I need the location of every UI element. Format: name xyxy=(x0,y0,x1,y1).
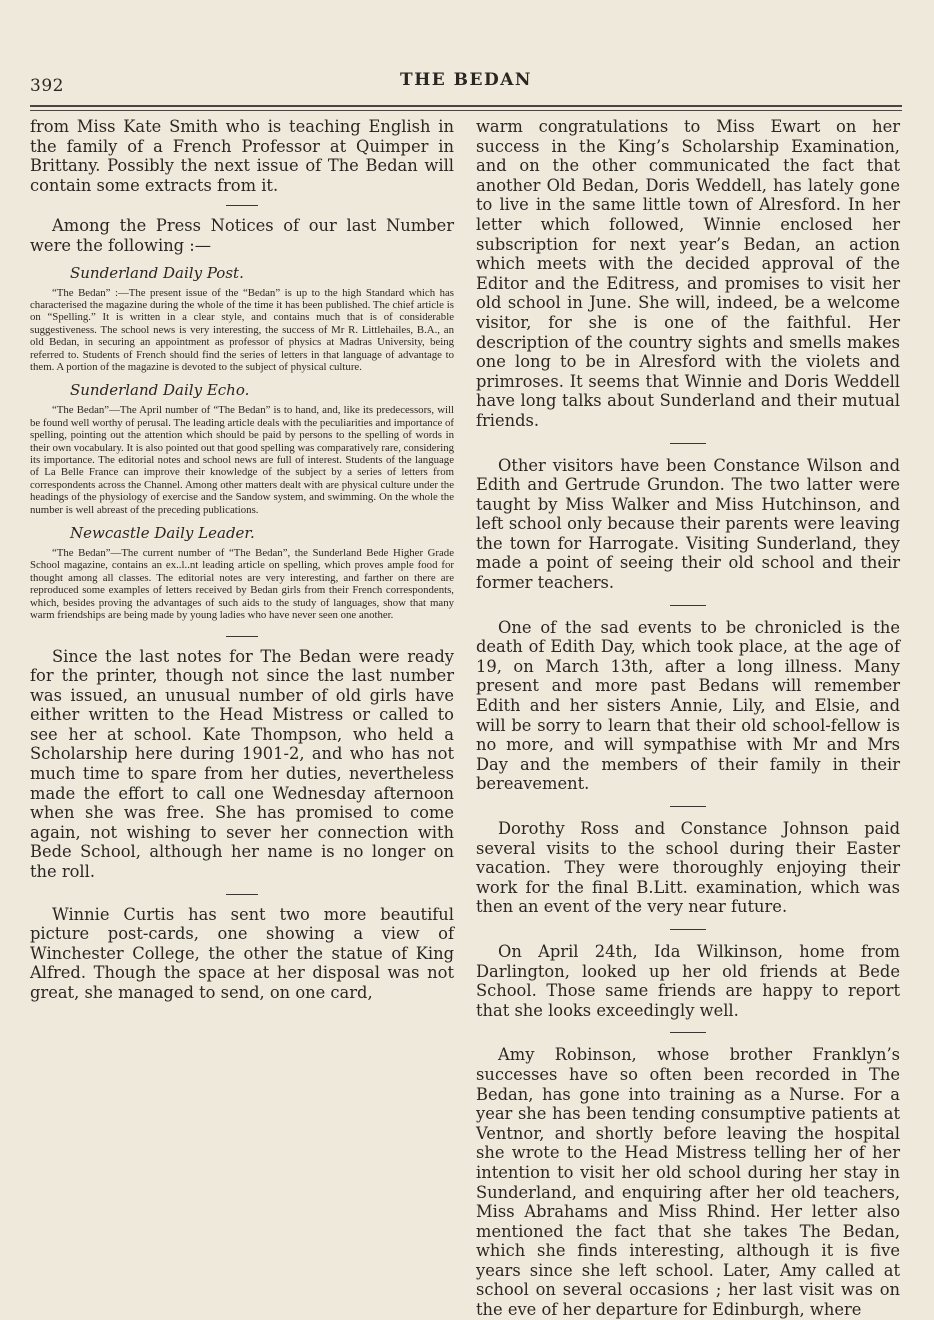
page-title: THE BEDAN xyxy=(400,70,532,90)
separator xyxy=(670,443,706,444)
paragraph: One of the sad events to be chronicled is the death of Edith Day, which took place, at the age of 19, on March 13th, after a long illness. Many present and more past Bedans will remember Edith and her sisters Annie, Lily, and Elsie, and will be sorry to learn that their old school-fellow is no more, and will sympathise with Mr and Mrs Day and the members of their family in their bereavement. xyxy=(476,617,900,794)
header-rule xyxy=(30,105,902,107)
paragraph: Dorothy Ross and Constance Johnson paid several visits to the school during their Easter vacation. They were thoroughly enjoying their work for the final B.Litt. examination, which was then an event of the very near future. xyxy=(476,819,900,917)
press-source: Newcastle Daily Leader. xyxy=(70,524,255,543)
paragraph: Other visitors have been Constance Wilson and Edith and Gertrude Grundon. The two latter were taught by Miss Walker and Miss Hutchinson, and left school only because their parents were leaving the town for Harrogate. Visiting Sunderland, they made a point of seeing their old school and their former teachers. xyxy=(476,455,900,593)
paragraph: Among the Press Notices of our last Number were the following :— xyxy=(30,216,454,255)
separator xyxy=(226,636,258,637)
paragraph: Since the last notes for The Bedan were ready for the printer, though not since the last number was issued, an unusual number of old girls have either written to the Head Mistress or called to see her at school. Kate Thompson, who held a Scholarship here during 1901-2, and who has not much time to spare from her duties, nevertheless made the effort to call one Wednesday afternoon when she was free. She has promised to come again, not wishing to sever her connection with Bede School, although her name is no longer on the roll. xyxy=(30,646,454,882)
paragraph: Winnie Curtis has sent two more beautiful picture post-cards, one showing a view of Winchester College, the other the statue of King Alfred. Though the space at her disposal was not great, she managed to send, on one card, xyxy=(30,904,454,1002)
left-column xyxy=(30,117,454,1003)
page-number: 392 xyxy=(30,76,64,96)
separator xyxy=(670,605,706,606)
separator xyxy=(670,806,706,807)
separator xyxy=(226,205,258,206)
press-source: Sunderland Daily Echo. xyxy=(70,381,250,400)
paragraph: Amy Robinson, whose brother Franklyn’s successes have so often been recorded in The Bedan, has gone into training as a Nurse. For a year she has been tending consumptive patients at Ventnor, and shortly before leaving the hospital she wrote to the Head Mistress telling her of her intention to visit her old school during her stay in Sunderland, and enquiring after her old teachers, Miss Abrahams and Miss Rhind. Her letter also mentioned the fact that she takes The Bedan, which she finds interesting, although it is five years since she left school. Later, Amy called at school on several occasions ; her last visit was on the eve of her departure for Edinburgh, where xyxy=(476,1045,900,1320)
separator xyxy=(670,1032,706,1033)
paragraph: On April 24th, Ida Wilkinson, home from Darlington, looked up her old friends at Bede School. Those same friends are happy to report that she looks exceedingly well. xyxy=(476,941,900,1020)
paragraph: warm congratulations to Miss Ewart on her success in the King’s Scholarship Examination, and on the other communicated the fact that another Old Bedan, Doris Weddell, has lately gone to live in the same little town of Alresford. In her letter which followed, Winnie enclosed her subscription for next year’s Bedan, an action which meets with the decided approval of the Editor and the Editress, and promises to visit her old school in June. She will, indeed, be a welcome visitor, for she is one of the faithful. Her description of the country sights and smells makes one long to be in Alresford with the violets and primroses. It seems that Winnie and Doris Weddell have long talks about Sunderland and their mutual friends. xyxy=(476,117,900,430)
press-source: Sunderland Daily Post. xyxy=(70,263,244,282)
header-rule-thin xyxy=(30,110,902,111)
press-notice: “The Bedan”—The current number of “The Bedan”, the Sunderland Bede Higher Grade School magazine, contains an ex..l..nt leading article on spelling, which proves ample food for thought among all classes. The editorial notes are very interesting, and farther on there are reproduced some examples of letters received by Bedan girls from their French correspondents, which, besides proving the advantages of such aids to the study of languages, show that many warm friendships are being made by young ladies who have never seen one another. xyxy=(30,547,454,622)
separator xyxy=(226,894,258,895)
right-column xyxy=(476,117,900,1320)
press-notice: “The Bedan” :—The present issue of the “Bedan” is up to the high Standard which has characterised the magazine during the whole of the time it has been published. The chief article is on “Spelling.” It is written in a clear style, and contains much that is of considerable suggestiveness. The school news is very interesting, the success of Mr R. Littlehailes, B.A., an old Bedan, in securing an appointment as professor of physics at Madras University, being referred to. Students of French should find the series of letters in that language of advantage to them. A portion of the magazine is devoted to the subject of physical culture. xyxy=(30,286,454,373)
separator xyxy=(670,929,706,930)
page-header xyxy=(30,66,902,96)
paragraph: from Miss Kate Smith who is teaching English in the family of a French Professor at Quimper in Brittany. Possibly the next issue of The Bedan will contain some extracts from it. xyxy=(30,117,454,195)
press-notice: “The Bedan”—The April number of “The Bedan” is to hand, and, like its predecessors, will be found well worthy of perusal. The leading article deals with the peculiarities and importance of spelling, pointing out the attention which should be paid by persons to the spelling of words in their own vocabulary. It is also pointed out that good spelling was comparatively rare, considering its importance. The editorial notes and school news are full of interest. Students of the language of La Belle France can improve their knowledge of the subject by a series of letters from correspondents across the Channel. Among other matters dealt with are physical culture under the headings of the physiology of exercise and the Sandow system, and swimming. On the whole the number is well abreast of the preceding publications. xyxy=(30,404,454,516)
